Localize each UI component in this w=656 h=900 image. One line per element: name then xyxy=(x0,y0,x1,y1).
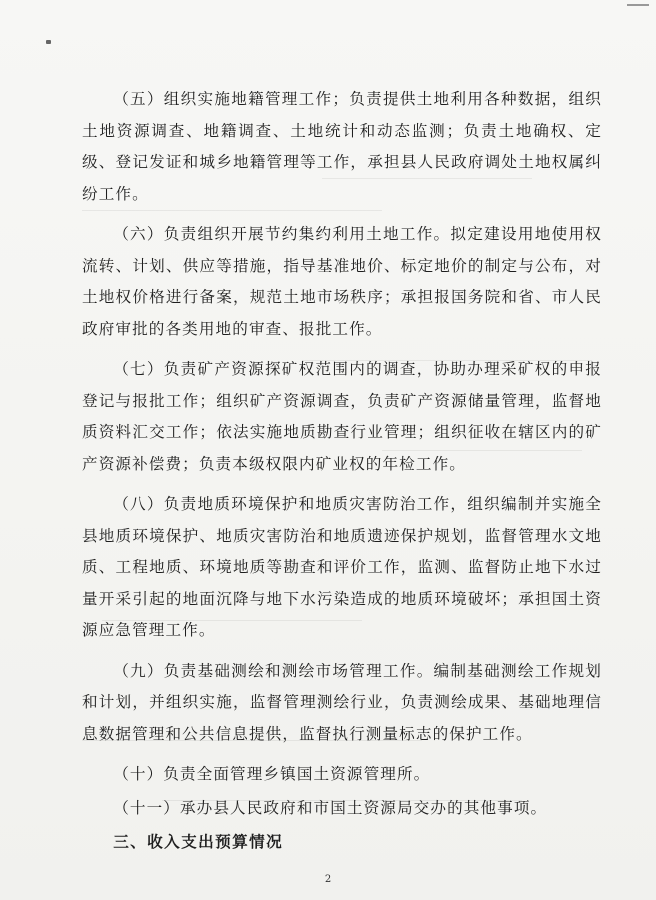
paragraph-duty-8: （八）负责地质环境保护和地质灾害防治工作，组织编制并实施全县地质环境保护、地质灾害防治和地质遗迹保护规划，监督管理水文地质、工程地质、环境地质等勘查和评价工作，监测、监督防止地下水过量开采引起的地面沉降与地下水污染造成的地质环境破坏；承担国土资源应急管理工作。 xyxy=(82,495,602,639)
scan-speck xyxy=(46,40,51,44)
paragraph-duty-5: （五）组织实施地籍管理工作；负责提供土地利用各种数据，组织土地资源调查、地籍调查、土地统计和动态监测；负责土地确权、定级、登记发证和城乡地籍管理等工作，承担县人民政府调处土地权属纠纷工作。 xyxy=(82,90,602,203)
section-heading: 三、收入支出预算情况 xyxy=(113,832,284,851)
paragraph-duty-6: （六）负责组织开展节约集约利用土地工作。拟定建设用地使用权流转、计划、供应等措施，指导基准地价、标定地价的制定与公布，对土地权价格进行备案，规范土地市场秩序；承担报国务院和省、市人民政府审批的各类用地的审查、报批工作。 xyxy=(82,225,602,338)
scan-edge-mark xyxy=(627,4,649,6)
paragraph-duty-7: （七）负责矿产资源探矿权范围内的调查，协助办理采矿权的申报登记与报批工作；组织矿产资源调查，负责矿产资源储量管理，监督地质资料汇交工作；依法实施地质勘查行业管理；组织征收在辖区内的矿产资源补偿费；负责本级权限内矿业权的年检工作。 xyxy=(82,360,602,473)
paragraph-duty-11: （十一）承办县人民政府和市国土资源局交办的其他事项。 xyxy=(113,798,548,817)
document-body xyxy=(82,84,602,858)
paragraph-duty-10: （十）负责全面管理乡镇国土资源管理所。 xyxy=(113,765,431,783)
page-number: 2 xyxy=(324,874,332,885)
paragraph-duty-9: （九）负责基础测绘和测绘市场管理工作。编制基础测绘工作规划和计划，并组织实施，监督管理测绘行业，负责测绘成果、基础地理信息数据管理和公共信息提供，监督执行测量标志的保护工作。 xyxy=(82,661,602,743)
